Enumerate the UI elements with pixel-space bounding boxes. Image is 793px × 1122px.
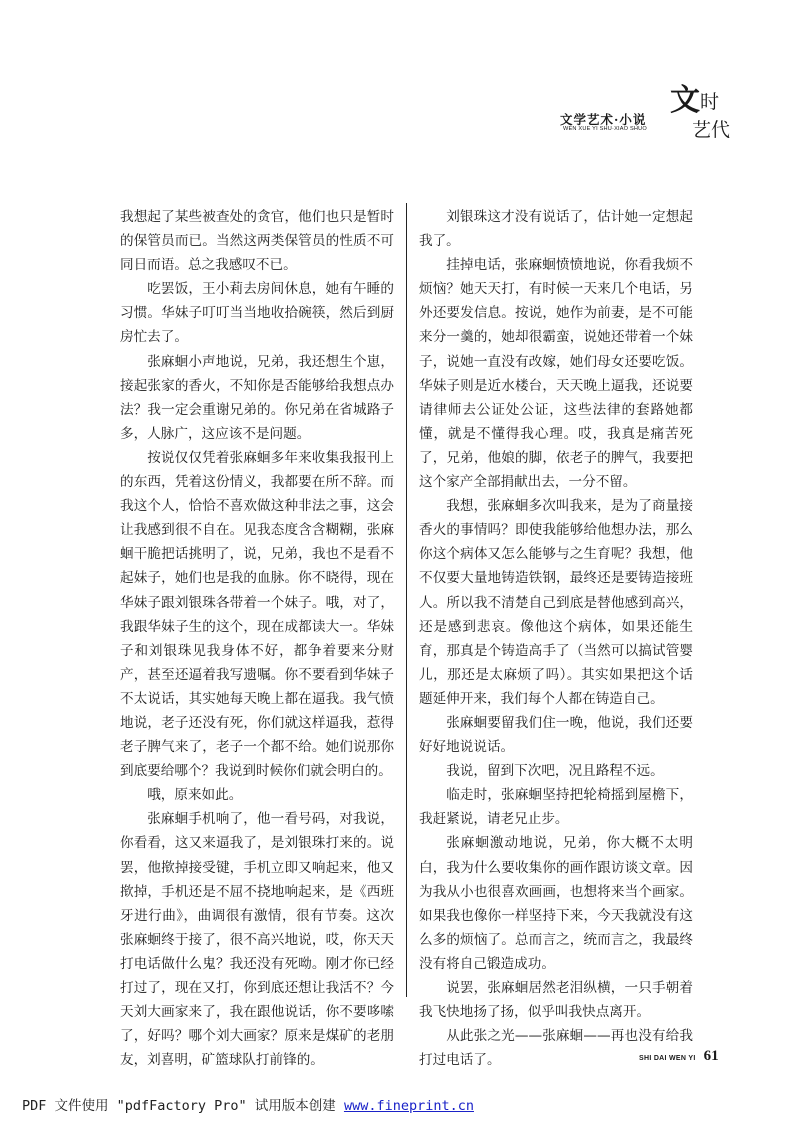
left-text-column xyxy=(120,205,394,1072)
pdf-creator-notice xyxy=(22,1094,474,1114)
paragraph: 张麻蛔要留我们住一晚，他说，我们还要好好地说说话。 xyxy=(419,714,693,756)
fineprint-link[interactable]: www.fineprint.cn xyxy=(343,1098,474,1114)
svg-text:文: 文 xyxy=(670,84,700,118)
section-title: 文学艺术·小说 xyxy=(560,112,647,127)
right-text-column xyxy=(419,205,693,1072)
pdf-notice-text: PDF 文件使用 "pdfFactory Pro" 试用版本创建 xyxy=(22,1098,344,1114)
paragraph: 我说，留到下次吧，况且路程不远。 xyxy=(446,763,664,780)
svg-text:时: 时 xyxy=(700,91,720,113)
paragraph: 我想，张麻蛔多次叫我来，是为了商量接香火的事情吗？即使我能够给他想办法，那么你这个病体又怎么能够与之生育呢？我想，他不仅要大量地铸造铁钢，最终还是要铸造接班人。所以我不清楚自己到底是替他感到高兴，还是感到悲哀。像他这个病体，如果还能生育，那真是个铸造高手了（当然可以搞试管婴儿，那还是太麻烦了吗）。其实如果把这个话题延伸开来，我们每个人都在铸造自己。 xyxy=(419,498,693,707)
svg-text:艺: 艺 xyxy=(692,119,712,140)
paragraph: 吃罢饭，王小莉去房间休息，她有午睡的习惯。华妹子叮叮当当地收拾碗筷，然后到厨房忙去了。 xyxy=(120,281,394,346)
svg-text:代: 代 xyxy=(711,119,730,140)
footer-magazine-name: SHI DAI WEN YI xyxy=(639,1055,696,1062)
paragraph: 刘银珠这才没有说话了，估计她一定想起我了。 xyxy=(419,209,693,250)
paragraph: 挂掉电话，张麻蛔愤愤地说，你看我烦不烦恼？她天天打，有时候一天来几个电话，另外还要发信息。按说，她作为前妻，是不可能来分一羹的，她却很霸蛮，说她还带着一个妹子，说她一直没有改嫁，她们母女还要吃饭。华妹子则是近水楼台，天天晚上逼我，还说要请律师去公证处公证，这些法律的套路她都懂，就是不懂得我心理。哎，我真是痛苦死了，兄弟，他娘的脚，依老子的脾气，我要把这个家产全部捐献出去，一分不留。 xyxy=(419,257,693,491)
paragraph: 哦，原来如此。 xyxy=(147,787,243,804)
paragraph: 我想起了某些被查处的贪官，他们也只是暂时的保管员而已。当然这两类保管员的性质不可同日而语。总之我感叹不已。 xyxy=(120,209,394,274)
paragraph: 按说仅仅凭着张麻蛔多年来收集我报刊上的东西，凭着这份情义，我都要在所不辞。而我这个人，恰恰不喜欢做这种非法之事，这会让我感到很不自在。见我态度含含糊糊，张麻蛔干脆把话挑明了，说，兄弟，我也不是看不起妹子，她们也是我的血脉。你不晓得，现在华妹子跟刘银珠各带着一个妹子。哦，对了，我跟华妹子生的这个，现在成都读大一。华妹子和刘银珠见我身体不好，都争着要来分财产，甚至还逼着我写遗嘱。你不要看到华妹子不太说话，其实她每天晚上都在逼我。我气愤地说，老子还没有死，你们就这样逼我，惹得老子脾气来了，老子一个都不给。她们说那你到底要给哪个？我说到时候你们就会明白的。 xyxy=(120,449,394,780)
section-subtitle: WEN XUE YI SHU·XIAO SHUO xyxy=(563,126,647,132)
logo-text xyxy=(670,84,730,140)
paragraph: 说罢，张麻蛔居然老泪纵横，一只手朝着我飞快地扬了扬，似乎叫我快点离开。 xyxy=(419,980,693,1021)
page-number: 61 xyxy=(703,1048,719,1064)
magazine-logo xyxy=(670,84,730,140)
column-divider xyxy=(406,203,407,997)
paragraph: 临走时，张麻蛔坚持把轮椅摇到屋檐下，我赶紧说，请老兄止步。 xyxy=(419,787,693,828)
paragraph: 张麻蛔手机响了，他一看号码，对我说，你看看，这又来逼我了，是刘银珠打来的。说罢，他揿掉接受键，手机立即又响起来，他又揿掉，手机还是不屈不挠地响起来，是《西班牙进行曲》，曲调很有激情，很有节奏。这次张麻蛔终于接了，很不高兴地说，哎，你天天打电话做什么鬼？我还没有死呦。刚才你已经打过了，现在又打，你到底还想让我活不？今天刘大画家来了，我在跟他说话，你不要哆嗦了，好吗？哪个刘大画家？原来是煤矿的老朋友，刘喜明，矿篮球队打前锋的。 xyxy=(120,811,394,1069)
section-header xyxy=(520,84,730,140)
page-footer xyxy=(639,1045,719,1065)
paragraph: 从此张之光——张麻蛔——再也没有给我打过电话了。 xyxy=(419,1028,693,1069)
paragraph: 张麻蛔小声地说，兄弟，我还想生个崽，接起张家的香火，不知你是否能够给我想点办法？我一定会重谢兄弟的。你兄弟在省城路子多，人脉广，这应该不是问题。 xyxy=(120,353,394,442)
paragraph: 张麻蛔激动地说，兄弟，你大概不太明白，我为什么要收集你的画作跟访谈文章。因为我从小也很喜欢画画，也想将来当个画家。如果我也像你一样坚持下来，今天我就没有这么多的烦恼了。总而言之，统而言之，我最终没有将自己锻造成功。 xyxy=(419,835,693,972)
